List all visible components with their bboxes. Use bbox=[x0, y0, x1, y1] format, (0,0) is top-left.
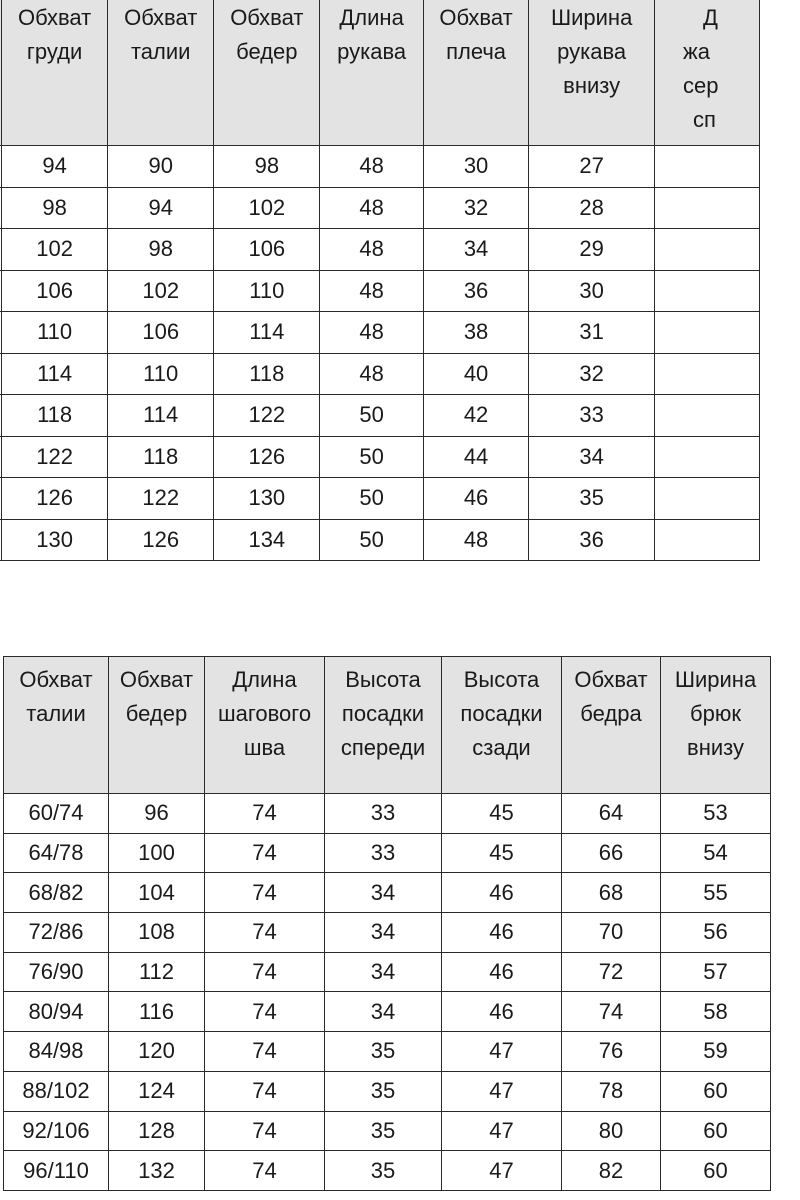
column-header-waist: Обхват талии bbox=[4, 657, 109, 794]
table-cell: 70 bbox=[562, 913, 661, 953]
table-cell: 35 bbox=[325, 1071, 442, 1111]
table-cell: 102 bbox=[2, 229, 108, 271]
table-cell: 98 bbox=[108, 229, 214, 271]
table-cell: 106 bbox=[108, 312, 214, 354]
table-cell: 47 bbox=[442, 1151, 562, 1191]
table-cell: 96/110 bbox=[4, 1151, 109, 1191]
table-row bbox=[0, 478, 760, 520]
table-cell: 132 bbox=[109, 1151, 205, 1191]
table-cell: 36 bbox=[529, 519, 655, 561]
trousers-size-table bbox=[3, 656, 771, 1191]
table-cell bbox=[655, 229, 760, 271]
table-cell: 102 bbox=[214, 187, 320, 229]
table-row bbox=[4, 1071, 771, 1111]
table-row bbox=[4, 1032, 771, 1072]
table-cell: 76/90 bbox=[4, 952, 109, 992]
table-row bbox=[0, 312, 760, 354]
column-header-thigh: Обхват бедра bbox=[562, 657, 661, 794]
table-cell: 46 bbox=[442, 952, 562, 992]
table-cell: 34 bbox=[325, 992, 442, 1032]
table-cell: 110 bbox=[214, 270, 320, 312]
table-cell: 80/94 bbox=[4, 992, 109, 1032]
table-cell: 122 bbox=[2, 436, 108, 478]
table-cell: 126 bbox=[214, 436, 320, 478]
table-cell: 47 bbox=[442, 1111, 562, 1151]
table-cell: 33 bbox=[325, 794, 442, 834]
column-header-chest: Обхват груди bbox=[2, 0, 108, 146]
table-cell bbox=[655, 187, 760, 229]
table-row bbox=[4, 1151, 771, 1191]
table-cell: 84/98 bbox=[4, 1032, 109, 1072]
table-cell bbox=[655, 270, 760, 312]
header-row bbox=[0, 0, 760, 146]
table-cell: 30 bbox=[529, 270, 655, 312]
table-cell bbox=[655, 146, 760, 188]
table-row bbox=[0, 395, 760, 437]
table-cell: 88/102 bbox=[4, 1071, 109, 1111]
table-cell: 50 bbox=[320, 478, 424, 520]
table-cell: 47 bbox=[442, 1071, 562, 1111]
table-cell: 98 bbox=[2, 187, 108, 229]
table-cell: 114 bbox=[2, 353, 108, 395]
table-row bbox=[0, 353, 760, 395]
table-cell: 50 bbox=[320, 436, 424, 478]
table-cell: 34 bbox=[529, 436, 655, 478]
table-cell: 112 bbox=[109, 952, 205, 992]
table-cell: 32 bbox=[529, 353, 655, 395]
table-cell: 53 bbox=[661, 794, 771, 834]
table-cell: 74 bbox=[205, 992, 325, 1032]
table-cell: 74 bbox=[205, 1151, 325, 1191]
column-header-inseam: Длина шагового шва bbox=[205, 657, 325, 794]
table-cell: 74 bbox=[205, 794, 325, 834]
table-cell: 40 bbox=[423, 353, 528, 395]
table-cell: 118 bbox=[2, 395, 108, 437]
table-cell: 122 bbox=[108, 478, 214, 520]
table-cell: 35 bbox=[325, 1151, 442, 1191]
table-cell: 60 bbox=[661, 1071, 771, 1111]
table-cell: 42 bbox=[423, 395, 528, 437]
table-cell: 60 bbox=[661, 1151, 771, 1191]
table-row bbox=[4, 992, 771, 1032]
table-cell: 108 bbox=[109, 913, 205, 953]
table-cell bbox=[655, 353, 760, 395]
table-cell: 38 bbox=[423, 312, 528, 354]
table-cell: 59 bbox=[661, 1032, 771, 1072]
table-cell: 74 bbox=[562, 992, 661, 1032]
table-cell: 124 bbox=[109, 1071, 205, 1111]
column-header-hips: Обхват бедер bbox=[109, 657, 205, 794]
table-cell: 48 bbox=[423, 519, 528, 561]
table-row bbox=[0, 270, 760, 312]
table-cell: 34 bbox=[325, 952, 442, 992]
table-cell: 55 bbox=[661, 873, 771, 913]
table-cell: 30 bbox=[423, 146, 528, 188]
table-row bbox=[4, 794, 771, 834]
table-cell: 48 bbox=[320, 312, 424, 354]
table-cell: 130 bbox=[2, 519, 108, 561]
table-cell: 118 bbox=[108, 436, 214, 478]
table-cell: 36 bbox=[423, 270, 528, 312]
table-cell: 118 bbox=[214, 353, 320, 395]
table-cell: 34 bbox=[325, 913, 442, 953]
header-row bbox=[4, 657, 771, 794]
table-row bbox=[0, 187, 760, 229]
table-cell: 46 bbox=[442, 873, 562, 913]
table-cell: 66 bbox=[562, 833, 661, 873]
table-cell: 100 bbox=[109, 833, 205, 873]
table-cell: 60/74 bbox=[4, 794, 109, 834]
table-cell: 74 bbox=[205, 833, 325, 873]
table-cell: 56 bbox=[661, 913, 771, 953]
table-cell: 29 bbox=[529, 229, 655, 271]
table-cell bbox=[655, 436, 760, 478]
table-cell: 110 bbox=[2, 312, 108, 354]
table-cell: 74 bbox=[205, 952, 325, 992]
table-cell: 110 bbox=[108, 353, 214, 395]
table-row bbox=[4, 913, 771, 953]
table-cell: 96 bbox=[109, 794, 205, 834]
column-header-back-rise: Высота посадки сзади bbox=[442, 657, 562, 794]
table-cell: 90 bbox=[108, 146, 214, 188]
table-cell: 31 bbox=[529, 312, 655, 354]
table-cell: 48 bbox=[320, 229, 424, 271]
table-cell: 33 bbox=[325, 833, 442, 873]
table-row bbox=[4, 833, 771, 873]
table-cell: 102 bbox=[108, 270, 214, 312]
table-row bbox=[0, 229, 760, 271]
column-header-front-rise: Высота посадки спереди bbox=[325, 657, 442, 794]
table-cell: 104 bbox=[109, 873, 205, 913]
table-cell: 74 bbox=[205, 873, 325, 913]
table-cell: 35 bbox=[325, 1032, 442, 1072]
table-cell: 128 bbox=[109, 1111, 205, 1151]
table-cell: 130 bbox=[214, 478, 320, 520]
table-row bbox=[4, 952, 771, 992]
table-cell: 68 bbox=[562, 873, 661, 913]
table-cell bbox=[655, 395, 760, 437]
table-cell: 74 bbox=[205, 1071, 325, 1111]
table-cell: 76 bbox=[562, 1032, 661, 1072]
table-cell: 48 bbox=[320, 146, 424, 188]
table-row bbox=[4, 1111, 771, 1151]
table-cell: 48 bbox=[320, 187, 424, 229]
table-cell: 120 bbox=[109, 1032, 205, 1072]
table-cell bbox=[655, 519, 760, 561]
table-cell: 80 bbox=[562, 1111, 661, 1151]
table-cell: 50 bbox=[320, 395, 424, 437]
column-header-hips: Обхват бедер bbox=[214, 0, 320, 146]
table-cell: 64/78 bbox=[4, 833, 109, 873]
table-cell: 68/82 bbox=[4, 873, 109, 913]
table-cell: 114 bbox=[214, 312, 320, 354]
table-cell: 78 bbox=[562, 1071, 661, 1111]
table-cell: 46 bbox=[442, 913, 562, 953]
table-cell: 35 bbox=[529, 478, 655, 520]
table-cell: 116 bbox=[109, 992, 205, 1032]
table-cell: 126 bbox=[108, 519, 214, 561]
upper-size-table bbox=[0, 0, 760, 561]
table-row bbox=[0, 146, 760, 188]
table-cell bbox=[655, 478, 760, 520]
table-cell: 72 bbox=[562, 952, 661, 992]
table-cell: 48 bbox=[320, 270, 424, 312]
table-cell: 74 bbox=[205, 913, 325, 953]
table-cell: 57 bbox=[661, 952, 771, 992]
column-header-clipped: Д жа сер сп bbox=[655, 0, 760, 146]
table-cell: 34 bbox=[423, 229, 528, 271]
table-cell: 60 bbox=[661, 1111, 771, 1151]
table-cell: 46 bbox=[423, 478, 528, 520]
table-cell: 114 bbox=[108, 395, 214, 437]
table-cell: 34 bbox=[325, 873, 442, 913]
column-header-sleeve-length: Длина рукава bbox=[320, 0, 424, 146]
table-row bbox=[0, 519, 760, 561]
table-cell: 126 bbox=[2, 478, 108, 520]
table-cell: 28 bbox=[529, 187, 655, 229]
table-cell: 33 bbox=[529, 395, 655, 437]
table-cell: 106 bbox=[2, 270, 108, 312]
table-cell: 72/86 bbox=[4, 913, 109, 953]
table-cell: 32 bbox=[423, 187, 528, 229]
table-cell: 54 bbox=[661, 833, 771, 873]
table-cell: 122 bbox=[214, 395, 320, 437]
column-header-shoulder: Обхват плеча bbox=[423, 0, 528, 146]
table-row bbox=[4, 873, 771, 913]
table-cell: 50 bbox=[320, 519, 424, 561]
column-header-sleeve-width: Ширина рукава внизу bbox=[529, 0, 655, 146]
table-cell: 82 bbox=[562, 1151, 661, 1191]
table-cell bbox=[655, 312, 760, 354]
table-cell: 94 bbox=[2, 146, 108, 188]
column-header-waist: Обхват талии bbox=[108, 0, 214, 146]
table-cell: 64 bbox=[562, 794, 661, 834]
table-cell: 106 bbox=[214, 229, 320, 271]
table-cell: 92/106 bbox=[4, 1111, 109, 1151]
column-header-leg-opening: Ширина брюк внизу bbox=[661, 657, 771, 794]
table-cell: 74 bbox=[205, 1032, 325, 1072]
table-cell: 46 bbox=[442, 992, 562, 1032]
table-cell: 134 bbox=[214, 519, 320, 561]
table-cell: 94 bbox=[108, 187, 214, 229]
table-cell: 98 bbox=[214, 146, 320, 188]
table-row bbox=[0, 436, 760, 478]
table-cell: 44 bbox=[423, 436, 528, 478]
table-cell: 58 bbox=[661, 992, 771, 1032]
table-cell: 74 bbox=[205, 1111, 325, 1151]
table-cell: 45 bbox=[442, 833, 562, 873]
table-cell: 48 bbox=[320, 353, 424, 395]
table-cell: 47 bbox=[442, 1032, 562, 1072]
table-cell: 27 bbox=[529, 146, 655, 188]
table-cell: 45 bbox=[442, 794, 562, 834]
table-cell: 35 bbox=[325, 1111, 442, 1151]
